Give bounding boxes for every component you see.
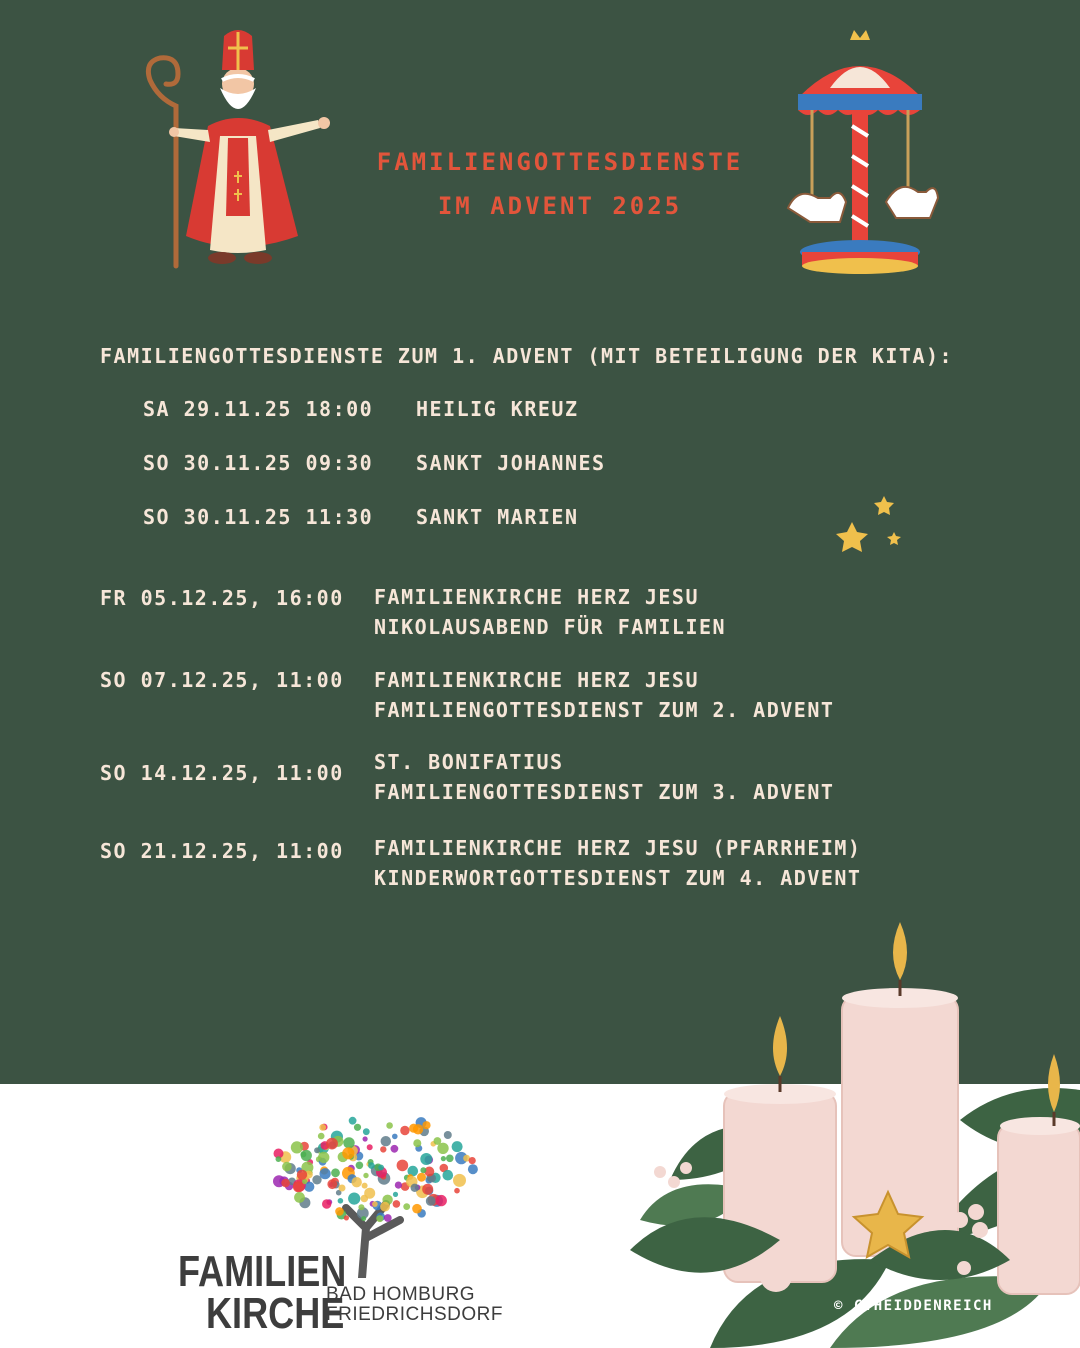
logo-subtitle-1: BAD HOMBURG bbox=[326, 1284, 476, 1305]
logo-subtitle-2: FRIEDRICHSDORF bbox=[326, 1304, 503, 1325]
carousel-illustration bbox=[780, 26, 940, 276]
service-place: SANKT JOHANNES bbox=[416, 451, 606, 475]
service-date: SO 30.11.25 11:30 bbox=[143, 505, 374, 529]
service-date: SO 30.11.25 09:30 bbox=[143, 451, 374, 475]
title-line-1: FAMILIENGOTTESDIENSTE bbox=[376, 148, 744, 176]
service-date: SA 29.11.25 18:00 bbox=[143, 397, 374, 421]
logo-word-familien: FAMILIEN bbox=[178, 1247, 347, 1296]
advent-wreath-illustration bbox=[630, 920, 1080, 1348]
copyright-text: © C.HEIDDENREICH bbox=[834, 1298, 993, 1314]
advent1-heading: FAMILIENGOTTESDIENSTE ZUM 1. ADVENT (MIT BETEILIGUNG DER KITA): bbox=[100, 344, 954, 368]
event-date: SO 21.12.25, 11:00 bbox=[100, 839, 344, 863]
logo-word-kirche: KIRCHE bbox=[206, 1289, 345, 1338]
saint-nicholas-illustration bbox=[138, 26, 338, 270]
event-description: KINDERWORTGOTTESDIENST ZUM 4. ADVENT bbox=[374, 866, 862, 890]
service-place: HEILIG KREUZ bbox=[416, 397, 579, 421]
event-location: FAMILIENKIRCHE HERZ JESU bbox=[374, 668, 699, 692]
event-date: SO 14.12.25, 11:00 bbox=[100, 761, 344, 785]
stars-icon bbox=[830, 492, 910, 558]
event-location: FAMILIENKIRCHE HERZ JESU bbox=[374, 585, 699, 609]
event-location: FAMILIENKIRCHE HERZ JESU (PFARRHEIM) bbox=[374, 836, 862, 860]
event-description: NIKOLAUSABEND FÜR FAMILIEN bbox=[374, 615, 727, 639]
event-description: FAMILIENGOTTESDIENST ZUM 3. ADVENT bbox=[374, 780, 835, 804]
event-date: SO 07.12.25, 11:00 bbox=[100, 668, 344, 692]
title-line-2: IM ADVENT 2025 bbox=[437, 192, 683, 220]
event-date: FR 05.12.25, 16:00 bbox=[100, 586, 344, 610]
service-place: SANKT MARIEN bbox=[416, 505, 579, 529]
event-location: ST. BONIFATIUS bbox=[374, 750, 564, 774]
page-title bbox=[330, 140, 790, 228]
event-description: FAMILIENGOTTESDIENST ZUM 2. ADVENT bbox=[374, 698, 835, 722]
